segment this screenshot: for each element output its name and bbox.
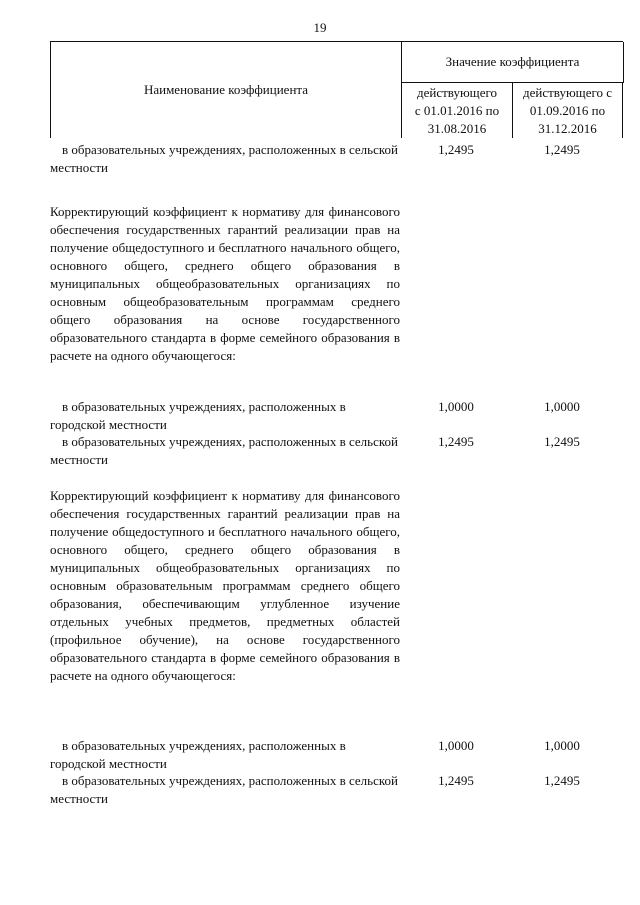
value-period-1: 1,2495 [438, 773, 474, 788]
value-period-2: 1,0000 [544, 399, 580, 414]
column-group-header-value: Значение коэффициента [402, 42, 624, 83]
column-header-period-2: действующего с 01.09.2016 по 31.12.2016 [513, 83, 623, 138]
column-header-name: Наименование коэффициента [51, 42, 402, 138]
row-label: в образовательных учреждениях, расположенных в сельской местности [50, 773, 398, 806]
table-header [50, 41, 623, 138]
value-period-2: 1,2495 [544, 434, 580, 449]
value-period-2: 1,0000 [544, 738, 580, 753]
row-label: в образовательных учреждениях, расположенных в сельской местности [50, 142, 398, 175]
value-period-1: 1,0000 [438, 738, 474, 753]
value-period-2: 1,2495 [544, 773, 580, 788]
row-label: в образовательных учреждениях, расположенных в городской местности [50, 738, 346, 771]
row-label: в образовательных учреждениях, расположенных в сельской местности [50, 434, 398, 467]
page-number: 19 [313, 20, 327, 35]
coefficient-description: Корректирующий коэффициент к нормативу для финансового обеспечения государственных гарантий реализации прав на получение общедоступного и бесплатного начального общего, основного общего, среднего общего образования в муниципальных общеобразовательных организациях по основным общеобразовательным программам среднего общего образования на основе государственного образовательного стандарта в форме семейного образования в расчете на одного обучающегося: [50, 204, 400, 363]
value-period-2: 1,2495 [544, 142, 580, 157]
column-header-period-1: действующего с 01.01.2016 по 31.08.2016 [402, 83, 513, 138]
coefficient-description: Корректирующий коэффициент к нормативу для финансового обеспечения государственных гарантий реализации прав на получение общедоступного и бесплатного начального общего, основного общего, среднего общего образования в муниципальных общеобразовательных организациях по основным образовательным программам среднего общего образования, обеспечивающим углубленное изучение отдельных учебных предметов, предметных областей (профильное обучение), на основе государственного образовательного стандарта в форме семейного образования в расчете на одного обучающегося: [50, 488, 400, 683]
row-label: в образовательных учреждениях, расположенных в городской местности [50, 399, 346, 432]
value-period-1: 1,2495 [438, 142, 474, 157]
value-period-1: 1,2495 [438, 434, 474, 449]
value-period-1: 1,0000 [438, 399, 474, 414]
